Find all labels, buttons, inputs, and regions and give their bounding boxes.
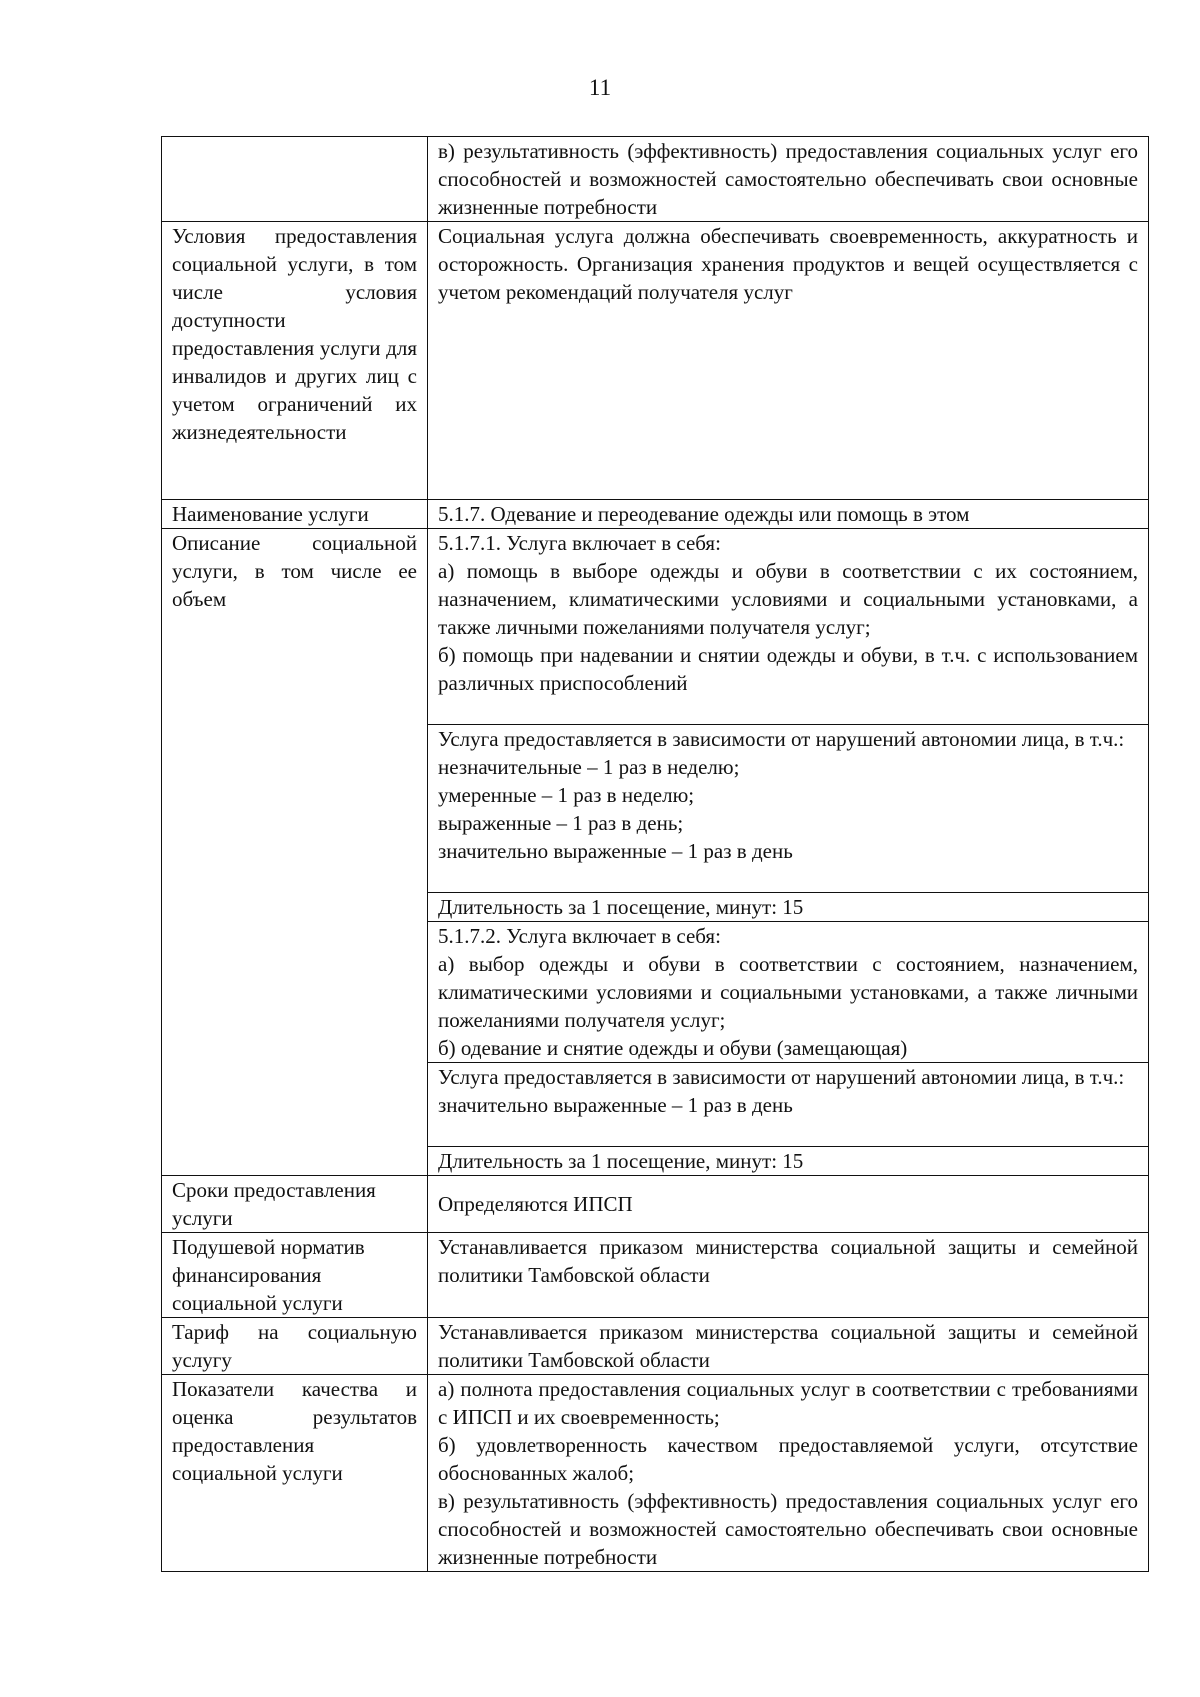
part2-item-b: б) одевание и снятие одежды и обуви (замещающая) [438,1036,908,1060]
row-label-empty [162,137,428,222]
table-row [162,222,1149,500]
part1-item-b: б) помощь при надевании и снятии одежды и обуви, в т.ч. с использованием различных приспособлений [438,643,1138,695]
table-row [162,529,1149,725]
duration2-cell: Длительность за 1 посещение, минут: 15 [428,1147,1149,1176]
quality-item-c: в) результативность (эффективность) предоставления социальных услуг его способностей и возможностей самостоятельно обеспечивать свои основные жизненные потребности [438,1489,1138,1569]
terms-label: Сроки предоставления услуги [162,1176,428,1233]
frequency1-line: значительно выраженные – 1 раз в день [438,839,793,863]
conditions-text: Социальная услуга должна обеспечивать своевременность, аккуратность и осторожность. Организация хранения продуктов и вещей осуществляется с учетом рекомендаций получателя услуг [428,222,1149,500]
part1-heading: 5.1.7.1. Услуга включает в себя: [438,531,721,555]
conditions-label: Условия предоставления социальной услуги, в том числе условия доступности предоставления услуги для инвалидов и других лиц с учетом ограничений их жизнедеятельности [162,222,428,500]
page-number: 11 [588,75,612,100]
tariff-label: Тариф на социальную услугу [162,1318,428,1375]
table-row [162,1375,1149,1572]
service-table [161,136,1149,1572]
quality-item-a: а) полнота предоставления социальных услуг в соответствии с требованиями с ИПСП и их своевременность; [438,1377,1138,1429]
part2-cell [428,922,1149,1063]
part2-item-a: а) выбор одежды и обуви в соответствии с состоянием, назначением, климатическими условиями и социальными установками, а также личными пожеланиями получателя услуг; [438,952,1138,1032]
part1-cell [428,529,1149,725]
part2-heading: 5.1.7.2. Услуга включает в себя: [438,924,721,948]
frequency1-cell [428,725,1149,893]
duration1-cell: Длительность за 1 посещение, минут: 15 [428,893,1149,922]
quality-label: Показатели качества и оценка результатов предоставления социальной услуги [162,1375,428,1572]
table-row [162,1318,1149,1375]
frequency1-line: незначительные – 1 раз в неделю; [438,755,740,779]
frequency1-line: выраженные – 1 раз в день; [438,811,684,835]
description-label: Описание социальной услуги, в том числе ее объем [162,529,428,1176]
frequency2-intro: Услуга предоставляется в зависимости от нарушений автономии лица, в т.ч.: [438,1065,1125,1089]
frequency1-line: умеренные – 1 раз в неделю; [438,783,695,807]
frequency2-line: значительно выраженные – 1 раз в день [438,1093,793,1117]
service-name-text: 5.1.7. Одевание и переодевание одежды или помощь в этом [428,500,1149,529]
result-criteria-cell: в) результативность (эффективность) предоставления социальных услуг его способностей и возможностей самостоятельно обеспечивать свои основные жизненные потребности [428,137,1149,222]
funding-label: Подушевой норматив финансирования социальной услуги [162,1233,428,1318]
frequency2-cell [428,1063,1149,1147]
quality-item-b: б) удовлетворенность качеством предоставляемой услуги, отсутствие обоснованных жалоб; [438,1433,1138,1485]
table-row [162,1176,1149,1233]
table-row [162,137,1149,222]
quality-cell [428,1375,1149,1572]
tariff-text: Устанавливается приказом министерства социальной защиты и семейной политики Тамбовской области [428,1318,1149,1375]
table-row [162,1233,1149,1318]
service-name-label: Наименование услуги [162,500,428,529]
terms-text: Определяются ИПСП [428,1176,1149,1233]
table-row [162,500,1149,529]
frequency1-intro: Услуга предоставляется в зависимости от нарушений автономии лица, в т.ч.: [438,727,1125,751]
part1-item-a: а) помощь в выборе одежды и обуви в соответствии с их состоянием, назначением, климатическими условиями и социальными установками, а также личными пожеланиями получателя услуг; [438,559,1138,639]
funding-text: Устанавливается приказом министерства социальной защиты и семейной политики Тамбовской области [428,1233,1149,1318]
